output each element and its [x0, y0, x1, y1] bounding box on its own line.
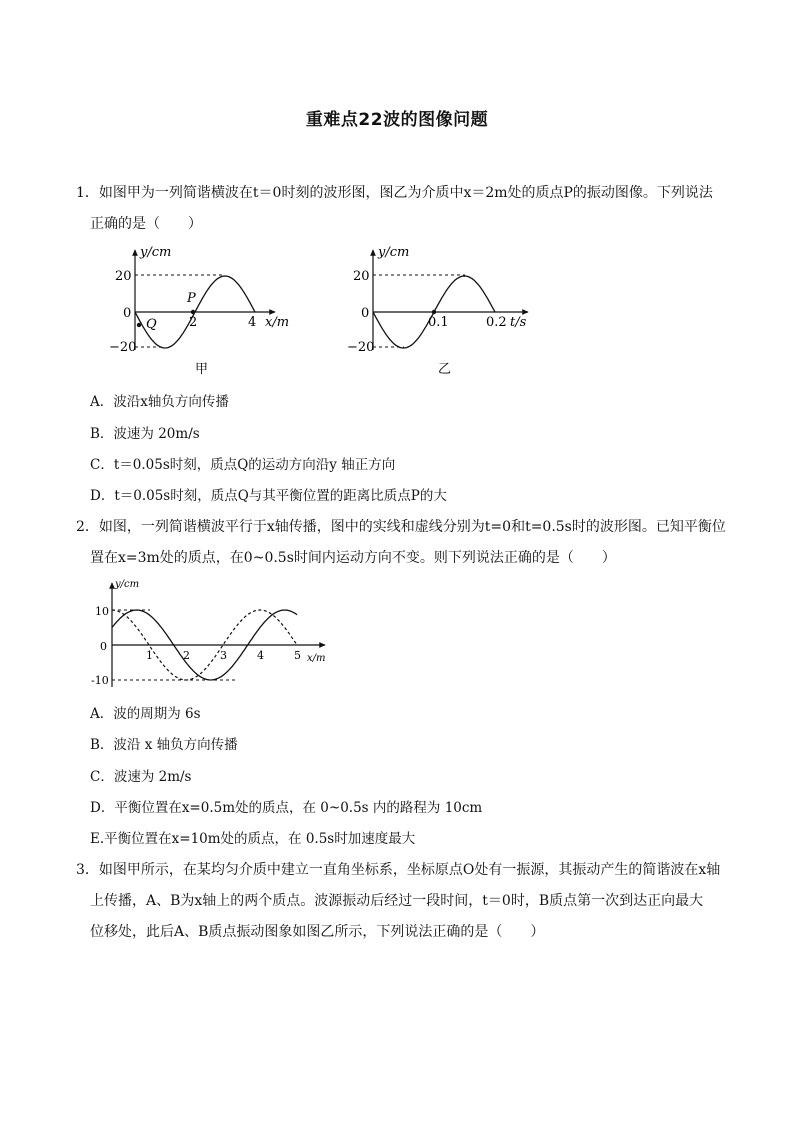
- q2-figure: [85, 575, 335, 695]
- q2-option-b: B．波沿 x 轴负方向传播: [90, 737, 238, 753]
- q2-xtick: 5: [294, 649, 301, 662]
- point-p-marker: [191, 310, 195, 314]
- yi-xlabel: t/s: [510, 315, 527, 330]
- q2-zero: 0: [100, 640, 107, 653]
- jia-xtick-2: 4: [248, 315, 257, 330]
- yi-zero: 0: [361, 306, 370, 321]
- q2-xtick: 2: [183, 649, 190, 662]
- q2-ytick-top: 10: [95, 605, 109, 618]
- q2-stem-line1: 2．如图，一列简谐横波平行于x轴传播，图中的实线和虚线分别为t=0和t=0.5s时的波形图。已知平衡位: [76, 519, 726, 535]
- q3-stem-line1: 3．如图甲所示，在某均匀介质中建立一直角坐标系，坐标原点O处有一振源，其振动产生的简谐波在x轴: [76, 862, 721, 878]
- yi-caption: 乙: [438, 362, 452, 377]
- q1-stem-line1: 1．如图甲为一列简谐横波在t＝0时刻的波形图，图乙为介质中x＝2m处的质点P的振动图像。下列说法: [76, 185, 713, 201]
- jia-ylabel: y/cm: [140, 245, 172, 260]
- q2-option-d: D．平衡位置在x=0.5m处的质点，在 0~0.5s 内的路程为 10cm: [90, 800, 483, 816]
- point-q-marker: [137, 323, 141, 327]
- jia-xlabel: x/m: [265, 315, 290, 330]
- q1-stem-line2: 正确的是（ ）: [90, 216, 202, 232]
- jia-point-p-label: P: [187, 291, 196, 306]
- q1-option-c: C．t＝0.05s时刻，质点Q的运动方向沿y 轴正方向: [90, 457, 396, 473]
- q2-ylabel: y/cm: [115, 579, 140, 590]
- jia-caption: 甲: [195, 362, 209, 377]
- q2-xlabel: x/m: [307, 653, 326, 664]
- q3-stem-line3: 位移处，此后A、B质点振动图象如图乙所示，下列说法正确的是（ ）: [90, 924, 545, 940]
- yi-xtick-2: 0.2: [486, 315, 507, 330]
- q2-xtick: 3: [220, 649, 227, 662]
- q2-ytick-bottom: -10: [91, 674, 109, 687]
- q2-option-a: A．波的周期为 6s: [90, 706, 201, 722]
- jia-xtick-1: 2: [189, 315, 198, 330]
- q1-option-b: B．波速为 20m/s: [90, 426, 200, 442]
- yi-xtick-1: 0.1: [428, 315, 449, 330]
- yi-ylabel: y/cm: [378, 245, 410, 260]
- q1-option-d: D．t＝0.05s时刻，质点Q与其平衡位置的距离比质点P的大: [90, 488, 447, 504]
- q1-figure-yi: [340, 240, 540, 380]
- q2-xtick: 4: [257, 649, 264, 662]
- page-title: 重难点22波的图像问题: [305, 110, 489, 130]
- q1-option-a: A．波沿x轴负方向传播: [90, 394, 229, 410]
- yi-ytick-top: 20: [353, 269, 370, 284]
- yi-ytick-bottom: −20: [347, 340, 375, 355]
- jia-ytick-bottom: −20: [109, 340, 137, 355]
- q2-option-e: E.平衡位置在x=10m处的质点，在 0.5s时加速度最大: [90, 831, 416, 847]
- jia-ytick-top: 20: [115, 269, 132, 284]
- q2-xtick: 1: [146, 649, 153, 662]
- jia-point-q-label: Q: [146, 317, 157, 332]
- q2-stem-line2: 置在x=3m处的质点，在0~0.5s时间内运动方向不变。则下列说法正确的是（ ）: [90, 550, 616, 566]
- q1-figure-jia: [100, 240, 310, 380]
- q2-option-c: C．波速为 2m/s: [90, 769, 192, 785]
- jia-zero: 0: [123, 306, 132, 321]
- q3-stem-line2: 上传播，A、B为x轴上的两个质点。波源振动后经过一段时间，t＝0时，B质点第一次到达正向最大: [90, 893, 704, 909]
